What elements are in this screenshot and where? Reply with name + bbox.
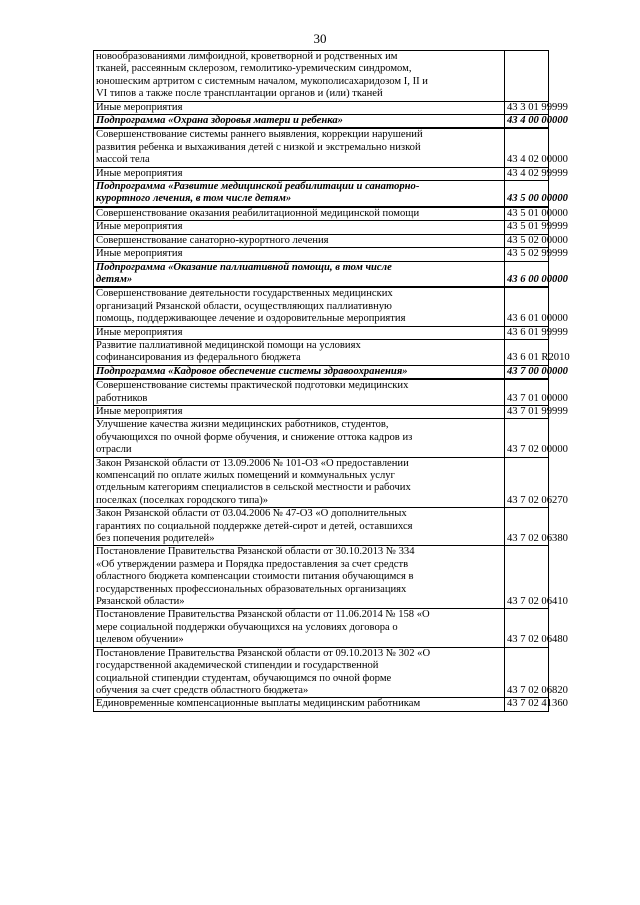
row-code-cell: 43 6 01 R2010 xyxy=(505,339,549,365)
row-name-line: поселках (поселках городского типа)» xyxy=(96,494,269,506)
row-name-line: отдельным категориям специалистов в сельской местности и рабочих xyxy=(96,482,411,494)
row-name-line: Постановление Правительства Рязанской области от 11.06.2014 № 158 «О xyxy=(96,609,430,621)
row-name-line: Рязанской области» xyxy=(96,596,185,608)
row-name-line: организаций Рязанской области, осуществляющих паллиативную xyxy=(96,300,392,312)
row-code-cell: 43 7 01 99999 xyxy=(505,405,549,418)
row-name-line: без попечения родителей» xyxy=(96,533,215,545)
row-code-cell: 43 7 02 41360 xyxy=(505,698,549,711)
row-name-line: Постановление Правительства Рязанской области от 30.10.2013 № 334 xyxy=(96,546,415,558)
row-name-line: тканей, рассеянным склерозом, гемолитико-уремическим синдромом, xyxy=(96,63,412,75)
row-code-cell: 43 7 00 00000 xyxy=(505,365,549,379)
table-row xyxy=(94,326,549,339)
row-code-cell: 43 7 02 06480 xyxy=(505,609,549,647)
table-row xyxy=(94,167,549,180)
row-code-cell: 43 5 00 00000 xyxy=(505,181,549,207)
row-name-line: гарантиях по социальной поддержке детей-сирот и детей, оставшихся xyxy=(96,520,413,532)
row-name-cell xyxy=(94,181,505,207)
row-name-cell xyxy=(94,457,505,508)
row-name-line: государственной академической стипендии и государственной xyxy=(96,660,379,672)
table-row xyxy=(94,248,549,261)
row-name-line: Единовременные компенсационные выплаты медицинским работникам xyxy=(96,698,421,710)
row-name-line: Совершенствование системы практической подготовки медицинских xyxy=(96,380,409,392)
row-name-line: софинансирования из федерального бюджета xyxy=(96,352,301,364)
subprogram-row xyxy=(94,181,549,207)
row-name-line: целевом обучении» xyxy=(96,634,184,646)
row-name-line: Подпрограмма «Охрана здоровья матери и ребенка» xyxy=(96,115,343,127)
table-row xyxy=(94,546,549,609)
row-code-cell: 43 7 01 00000 xyxy=(505,379,549,405)
row-name-line: Подпрограмма «Кадровое обеспечение системы здравоохранения» xyxy=(96,365,408,377)
row-name-line: Совершенствование системы раннего выявления, коррекции нарушений xyxy=(96,129,423,141)
table-row xyxy=(94,508,549,546)
row-name-cell xyxy=(94,419,505,457)
row-name-line: Иные мероприятия xyxy=(96,101,183,113)
row-name-cell xyxy=(94,379,505,405)
row-name-line: юношеским артритом с системным началом, мукополисахаридозом I, II и xyxy=(96,75,428,87)
row-name-line: «Об утверждении размера и Порядка предоставления за счет средств xyxy=(96,558,409,570)
table-row xyxy=(94,379,549,405)
table-row xyxy=(94,698,549,711)
subprogram-row xyxy=(94,115,549,129)
budget-classification-table xyxy=(93,50,570,712)
table-row xyxy=(94,234,549,247)
row-name-line: Закон Рязанской области от 03.04.2006 № 47-ОЗ «О дополнительных xyxy=(96,508,407,520)
subprogram-row xyxy=(94,365,549,379)
row-name-line: Подпрограмма «Развитие медицинской реабилитации и санаторно- xyxy=(96,181,420,193)
row-code-cell: 43 6 00 00000 xyxy=(505,261,549,287)
table-row xyxy=(94,221,549,234)
row-name-cell xyxy=(94,261,505,287)
row-name-line: развития ребенка и выхаживания детей с низкой и экстремально низкой xyxy=(96,141,421,153)
row-name-line: Иные мероприятия xyxy=(96,221,183,233)
row-code-cell: 43 4 00 00000 xyxy=(505,115,549,129)
row-name-cell xyxy=(94,51,505,102)
row-code-cell: 43 5 01 00000 xyxy=(505,207,549,221)
row-code-cell xyxy=(505,51,549,102)
row-name-cell xyxy=(94,698,505,711)
table-row xyxy=(94,287,549,326)
row-name-line: Совершенствование оказания реабилитационной медицинской помощи xyxy=(96,207,420,219)
row-name-line: компенсаций по оплате жилых помещений и коммунальных услуг xyxy=(96,470,395,481)
table-row xyxy=(94,51,549,102)
table-body xyxy=(94,51,570,712)
row-name-line: курортного лечения, в том числе детям» xyxy=(96,193,292,205)
row-name-line: Закон Рязанской области от 13.09.2006 № 101-ОЗ «О предоставлении xyxy=(96,457,409,469)
table-row xyxy=(94,128,549,167)
row-name-cell xyxy=(94,167,505,180)
table-row xyxy=(94,339,549,365)
row-name-cell xyxy=(94,115,505,129)
row-name-line: обучающихся по очной форме обучения, и снижение оттока кадров из xyxy=(96,431,413,443)
row-name-line: Иные мероприятия xyxy=(96,405,183,417)
row-name-cell xyxy=(94,128,505,167)
row-code-cell: 43 4 02 00000 xyxy=(505,128,549,167)
row-code-cell: 43 5 01 99999 xyxy=(505,221,549,234)
row-name-cell xyxy=(94,546,505,609)
row-name-line: социальной стипендии студентам, обучающимся по очной форме xyxy=(96,672,392,684)
table-row xyxy=(94,207,549,221)
row-code-cell: 43 7 02 06410 xyxy=(505,546,549,609)
row-name-line: массой тела xyxy=(96,154,150,166)
row-code-cell: 43 7 02 00000 xyxy=(505,419,549,457)
row-code-cell: 43 7 02 06380 xyxy=(505,508,549,546)
row-name-cell xyxy=(94,609,505,647)
row-name-cell xyxy=(94,508,505,546)
row-name-cell xyxy=(94,647,505,698)
row-name-cell xyxy=(94,339,505,365)
row-name-line: отрасли xyxy=(96,444,132,456)
row-name-cell xyxy=(94,221,505,234)
row-name-line: областного бюджета компенсации стоимости питания обучающимся в xyxy=(96,571,414,583)
row-name-line: новообразованиями лимфоидной, кроветворной и родственных им xyxy=(96,51,398,62)
row-name-cell xyxy=(94,405,505,418)
row-name-cell xyxy=(94,287,505,326)
row-name-line: работников xyxy=(96,392,148,404)
row-name-line: мере социальной поддержки обучающихся на условиях договора о xyxy=(96,621,398,633)
table-row xyxy=(94,647,549,698)
row-name-line: Иные мероприятия xyxy=(96,326,183,338)
row-name-line: Иные мероприятия xyxy=(96,248,183,260)
row-name-line: Совершенствование санаторно-курортного лечения xyxy=(96,234,329,246)
row-name-line: обучения за счет средств областного бюджета» xyxy=(96,684,309,696)
row-name-line: государственных профессиональных образовательных организациях xyxy=(96,583,407,595)
row-name-line: Иные мероприятия xyxy=(96,167,183,179)
row-name-cell xyxy=(94,326,505,339)
table-row xyxy=(94,457,549,508)
page-number: 30 xyxy=(313,31,327,46)
row-code-cell: 43 6 01 99999 xyxy=(505,326,549,339)
row-code-cell: 43 3 01 99999 xyxy=(505,101,549,114)
row-name-line: Улучшение качества жизни медицинских работников, студентов, xyxy=(96,419,389,431)
row-code-cell: 43 7 02 06820 xyxy=(505,647,549,698)
row-name-line: Постановление Правительства Рязанской области от 09.10.2013 № 302 «О xyxy=(96,647,431,659)
row-code-cell: 43 7 02 06270 xyxy=(505,457,549,508)
table-row xyxy=(94,419,549,457)
row-code-cell: 43 5 02 99999 xyxy=(505,248,549,261)
row-name-line: детям» xyxy=(96,273,133,285)
row-name-cell xyxy=(94,248,505,261)
row-code-cell: 43 5 02 00000 xyxy=(505,234,549,247)
row-name-line: VI типов а также после трансплантации органов и (или) тканей xyxy=(96,88,383,100)
row-name-line: Совершенствование деятельности государственных медицинских xyxy=(96,288,393,300)
row-code-cell: 43 6 01 00000 xyxy=(505,287,549,326)
row-name-line: Развитие паллиативной медицинской помощи на условиях xyxy=(96,339,361,351)
row-name-cell xyxy=(94,365,505,379)
row-name-line: помощь, поддерживающее лечение и оздоровительные мероприятия xyxy=(96,313,406,325)
row-name-cell xyxy=(94,207,505,221)
row-name-cell xyxy=(94,234,505,247)
subprogram-row xyxy=(94,261,549,287)
table-row xyxy=(94,405,549,418)
table-row xyxy=(94,101,549,114)
row-name-cell xyxy=(94,101,505,114)
row-name-line: Подпрограмма «Оказание паллиативной помощи, в том числе xyxy=(96,261,392,273)
row-code-cell: 43 4 02 99999 xyxy=(505,167,549,180)
table-row xyxy=(94,609,549,647)
